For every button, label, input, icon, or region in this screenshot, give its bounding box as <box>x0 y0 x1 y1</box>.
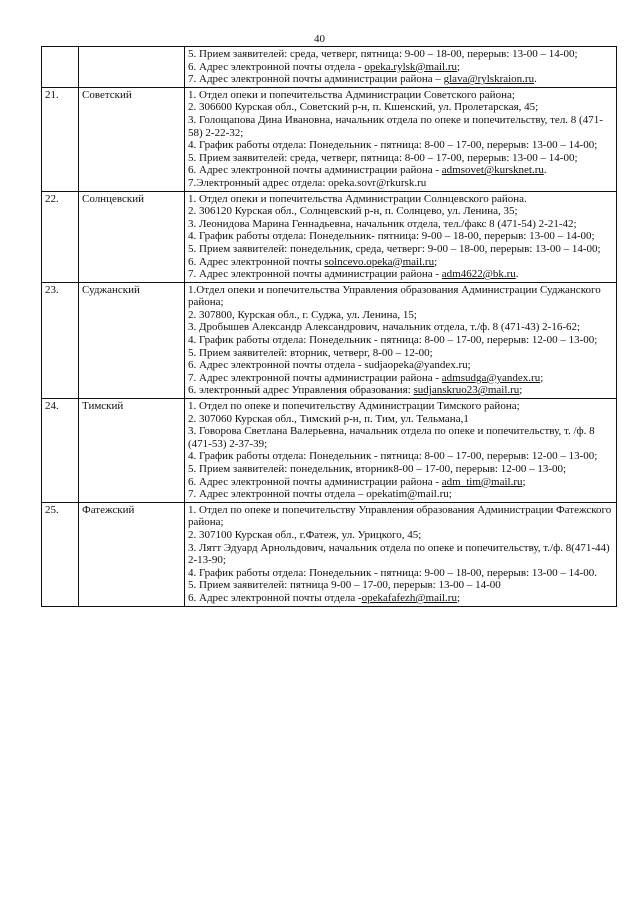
email-link[interactable]: adm4622@bk.ru <box>441 268 516 281</box>
info-line <box>188 400 613 413</box>
info-line <box>188 542 613 567</box>
info-text-suffix: . <box>534 73 537 86</box>
table-row <box>42 282 617 398</box>
info-line <box>188 359 613 372</box>
info-text: 5. Прием заявителей: понедельник, среда, четверг: 9-00 – 18-00, перерыв: 13-00 – 14-00; <box>188 242 601 255</box>
info-line <box>188 372 613 385</box>
table-row <box>42 87 617 191</box>
info-text-suffix: ; <box>457 60 461 73</box>
info-text: 3. Дробышев Александр Александрович, начальник отдела, т./ф. 8 (471-43) 2-16-62; <box>188 321 581 334</box>
info-text: 3. Лятт Эдуард Арнольдович, начальник отдела по опеке и попечительству, т./ф. 8(471-44) 2-13-90; <box>188 541 610 567</box>
info-text-suffix: ; <box>434 255 438 268</box>
info-line <box>188 177 613 190</box>
district-name <box>79 47 185 88</box>
info-line <box>188 101 613 114</box>
info-line <box>188 463 613 476</box>
info-line <box>188 592 613 605</box>
info-line <box>188 205 613 218</box>
info-text: 3. Голощапова Дина Ивановна, начальник отдела по опеке и попечительству, тел. 8 (471-58) 2-22-32; <box>188 113 603 139</box>
row-number: 24. <box>42 399 79 503</box>
email-link[interactable]: admsovet@kursknet.ru <box>441 164 544 177</box>
info-text: 3. Леонидова Марина Геннадьевна, начальник отдела, тел./факс 8 (471-54) 2-21-42; <box>188 217 577 230</box>
info-line <box>188 321 613 334</box>
table-row <box>42 191 617 282</box>
info-text: 6. Адрес электронной почты администрации района - <box>188 164 442 177</box>
info-text: 6. электронный адрес Управления образования: <box>188 384 414 397</box>
info-text-suffix: ; <box>540 371 544 384</box>
info-text: 1. Отдел по опеке и попечительству Администрации Тимского района; <box>188 400 520 413</box>
info-text-suffix: . <box>515 268 519 281</box>
department-info <box>185 502 617 606</box>
info-text: 4. График работы отдела: Понедельник - пятница: 8-00 – 17-00, перерыв: 12-00 – 13-00; <box>188 334 598 347</box>
table-row <box>42 502 617 606</box>
info-text: 6. Адрес электронной почты <box>188 255 325 268</box>
info-text: 7. Адрес электронной почты администрации района - <box>188 268 442 281</box>
department-info <box>185 47 617 88</box>
row-number <box>42 47 79 88</box>
info-text: 5. Прием заявителей: пятница 9-00 – 17-00, перерыв: 13-00 – 14-00 <box>188 579 501 592</box>
info-text: 5. Прием заявителей: вторник, четверг, 8-00 – 12-00; <box>188 346 433 359</box>
email-link[interactable]: admsudga@yandex.ru <box>441 371 541 384</box>
table-row <box>42 399 617 503</box>
info-text: 6. Адрес электронной почты администрации района - <box>188 475 442 488</box>
info-text: 6. Адрес электронной почты отдела - <box>188 60 365 73</box>
info-text: 5. Прием заявителей: понедельник, вторник8-00 – 17-00, перерыв: 12-00 – 13-00; <box>188 463 567 475</box>
info-text: 4. График работы отдела: Понедельник- пятница: 9-00 – 18-00, перерыв: 13-00 – 14-00; <box>188 230 595 243</box>
email-link[interactable]: glava@rylskraion.ru <box>443 73 535 86</box>
district-name: Советский <box>79 87 185 191</box>
info-line <box>188 425 613 450</box>
district-name: Суджанский <box>79 282 185 398</box>
row-number: 21. <box>42 87 79 191</box>
info-line <box>188 193 613 206</box>
info-line <box>188 579 613 592</box>
department-info <box>185 399 617 503</box>
info-text: 1.Отдел опеки и попечительства Управления образования Администрации Суджанского района; <box>188 283 601 309</box>
info-text: 7. Адрес электронной почты отдела – opekatim@mail.ru; <box>188 488 452 501</box>
info-text: 1. Отдел опеки и попечительства Администрации Советского района; <box>188 88 515 101</box>
info-line <box>188 334 613 347</box>
info-text: 2. 307100 Курская обл., г.Фатеж, ул. Урицкого, 45; <box>188 528 422 541</box>
email-link[interactable]: solncevo.opeka@mail.ru <box>324 255 435 268</box>
info-text: 6. Адрес электронной почты отдела - sudjaopeka@yandex.ru; <box>188 359 471 372</box>
info-text: 6. Адрес электронной почты отдела - <box>188 591 362 604</box>
info-line <box>188 73 613 86</box>
info-text-suffix: ; <box>522 475 526 488</box>
info-text-suffix: ; <box>456 591 461 604</box>
email-link[interactable]: opeka.rylsk@mail.ru <box>364 60 457 73</box>
info-text: 5. Прием заявителей: среда, четверг, пятница: 9-00 – 18-00, перерыв: 13-00 – 14-00; <box>188 48 578 60</box>
info-text: 7.Электронный адрес отдела: opeka.sovr@rkursk.ru <box>188 176 427 189</box>
info-line <box>188 413 613 426</box>
email-link[interactable]: adm_tim@mail.ru <box>441 475 523 488</box>
info-line <box>188 309 613 322</box>
row-number: 25. <box>42 502 79 606</box>
info-text: 7. Адрес электронной почты администрации района – <box>188 73 444 86</box>
district-name: Солнцевский <box>79 191 185 282</box>
info-line <box>188 488 613 501</box>
info-line <box>188 243 613 256</box>
district-name: Фатежский <box>79 502 185 606</box>
info-line <box>188 89 613 102</box>
info-line <box>188 230 613 243</box>
info-line <box>188 567 613 580</box>
info-text: 2. 306120 Курская обл., Солнцевский р-н, п. Солнцево, ул. Ленина, 35; <box>188 205 518 218</box>
info-line <box>188 218 613 231</box>
info-text: 4. График работы отдела: Понедельник - пятница: 8-00 – 17-00, перерыв: 13-00 – 14-00; <box>188 139 598 152</box>
info-text: 4. График работы отдела: Понедельник - пятница: 9-00 – 18-00, перерыв: 13-00 – 14-00. <box>188 566 597 579</box>
email-link[interactable]: opekafafezh@mail.ru <box>361 591 457 604</box>
department-info <box>185 87 617 191</box>
info-line <box>188 152 613 165</box>
info-line <box>188 384 613 397</box>
info-line <box>188 450 613 463</box>
info-line <box>188 61 613 74</box>
info-text-suffix: ; <box>519 384 523 397</box>
info-text: 2. 306600 Курская обл., Советский р-н, п. Кшенский, ул. Пролетарская, 45; <box>188 101 539 114</box>
info-text: 7. Адрес электронной почты администрации района - <box>188 371 442 384</box>
info-text-suffix: . <box>543 164 547 177</box>
info-text: 2. 307800, Курская обл., г. Суджа, ул. Ленина, 15; <box>188 308 417 321</box>
info-line <box>188 268 613 281</box>
info-text: 5. Прием заявителей: среда, четверг, пятница: 8-00 – 17-00, перерыв: 13-00 – 14-00; <box>188 151 578 164</box>
guardianship-departments-table <box>41 46 617 607</box>
info-text: 1. Отдел по опеке и попечительству Управления образования Администрации Фатежского района; <box>188 503 612 529</box>
department-info <box>185 191 617 282</box>
info-line <box>188 114 613 139</box>
info-text: 2. 307060 Курская обл., Тимский р-н, п. Тим, ул. Тельмана,1 <box>188 412 469 425</box>
info-line <box>188 139 613 152</box>
email-link[interactable]: sudjanskruo23@mail.ru <box>413 384 520 397</box>
info-line <box>188 347 613 360</box>
info-text: 4. График работы отдела: Понедельник - пятница: 8-00 – 17-00, перерыв: 12-00 – 13-00; <box>188 450 598 463</box>
info-text: 1. Отдел опеки и попечительства Администрации Солнцевского района. <box>188 192 527 205</box>
table-row <box>42 47 617 88</box>
info-line <box>188 256 613 269</box>
info-line <box>188 529 613 542</box>
page-number: 40 <box>314 33 325 45</box>
info-line <box>188 164 613 177</box>
info-line <box>188 284 613 309</box>
row-number: 23. <box>42 282 79 398</box>
department-info <box>185 282 617 398</box>
row-number: 22. <box>42 191 79 282</box>
info-line <box>188 48 613 61</box>
info-line <box>188 476 613 489</box>
info-line <box>188 504 613 529</box>
info-text: 3. Говорова Светлана Валерьевна, начальник отдела по опеке и попечительству, т. /ф. 8 (471-53) 2-37-39; <box>188 425 595 450</box>
district-name: Тимский <box>79 399 185 503</box>
